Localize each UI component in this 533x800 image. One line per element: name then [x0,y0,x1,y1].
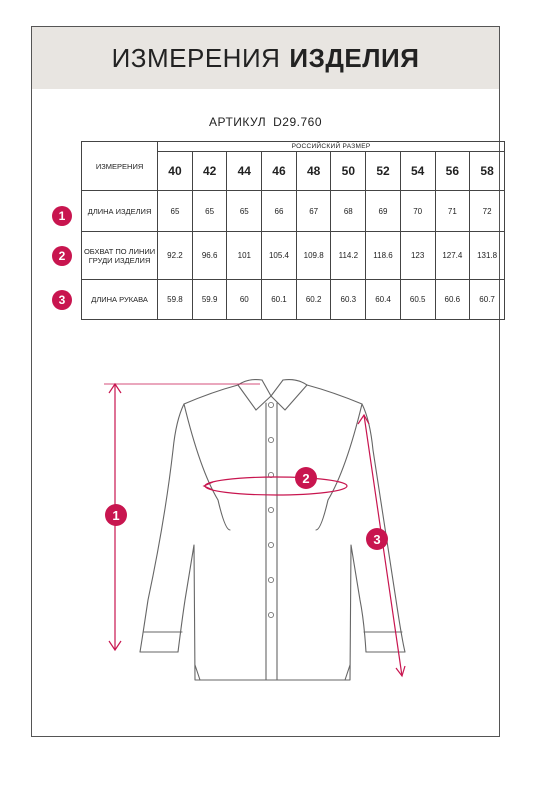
row-badge-2: 2 [52,246,72,266]
button [268,542,273,547]
table-cell: 101 [227,232,262,280]
measure-header: ИЗМЕРЕНИЯ [82,142,158,191]
table-cell: 69 [366,191,401,232]
table-cell: 96.6 [192,232,227,280]
table-cell: 92.2 [158,232,193,280]
table-cell: 131.8 [470,232,505,280]
table-cell: 60.4 [366,280,401,320]
chest-measure-ellipse [205,477,347,495]
table-cell: 109.8 [296,232,331,280]
size-group-header: РОССИЙСКИЙ РАЗМЕР [158,142,505,152]
table-cell: 114.2 [331,232,366,280]
table-cell: 67 [296,191,331,232]
table-cell: 60 [227,280,262,320]
table-cell: 72 [470,191,505,232]
table-cell: 60.7 [470,280,505,320]
row-badge-1: 1 [52,206,72,226]
size-header: 52 [366,152,401,191]
table-cell: 71 [435,191,470,232]
table-cell: 118.6 [366,232,401,280]
table-cell: 60.6 [435,280,470,320]
table-cell: 60.1 [262,280,297,320]
table-cell: 59.8 [158,280,193,320]
table-cell: 65 [192,191,227,232]
button [268,402,273,407]
article-code: D29.760 [273,115,323,129]
size-header: 54 [400,152,435,191]
table-cell: 123 [400,232,435,280]
table-cell: 65 [158,191,193,232]
size-header: 48 [296,152,331,191]
page-title-light: ИЗМЕРЕНИЯ [111,42,281,73]
size-header: 46 [262,152,297,191]
button [268,507,273,512]
table-cell: 127.4 [435,232,470,280]
size-header: 40 [158,152,193,191]
size-header: 42 [192,152,227,191]
chest-marker-badge: 2 [295,467,317,489]
button [268,577,273,582]
table-cell: 60.5 [400,280,435,320]
button [268,437,273,442]
row-label-chest: ОБХВАТ ПО ЛИНИИ ГРУДИ ИЗДЕЛИЯ [82,232,158,280]
size-header: 58 [470,152,505,191]
table-cell: 70 [400,191,435,232]
page-title-bold: ИЗДЕЛИЯ [289,42,420,73]
sleeve-marker-badge: 3 [366,528,388,550]
table-cell: 66 [262,191,297,232]
row-label-length: ДЛИНА ИЗДЕЛИЯ [82,191,158,232]
table-cell: 60.2 [296,280,331,320]
button [268,612,273,617]
row-label-sleeve: ДЛИНА РУКАВА [82,280,158,320]
size-header: 44 [227,152,262,191]
table-cell: 68 [331,191,366,232]
length-marker-badge: 1 [105,504,127,526]
article-label: АРТИКУЛ [208,115,267,129]
table-cell: 59.9 [192,280,227,320]
table-cell: 65 [227,191,262,232]
size-header: 50 [331,152,366,191]
table-cell: 105.4 [262,232,297,280]
size-header: 56 [435,152,470,191]
row-badge-3: 3 [52,290,72,310]
table-cell: 60.3 [331,280,366,320]
